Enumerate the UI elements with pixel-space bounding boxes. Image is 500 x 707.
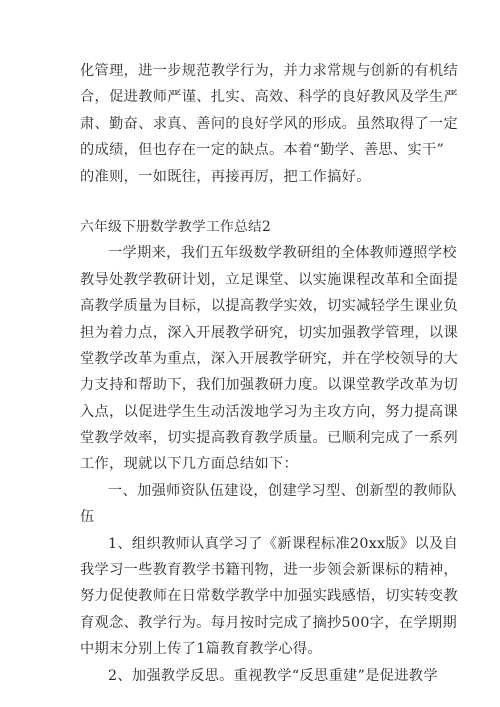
text-line: 一、加强师资队伍建设，创建学习型、创新型的教师队 bbox=[108, 482, 457, 499]
text-line: 的成绩，但也存在一定的缺点。本着“勤学、善思、实干” bbox=[80, 142, 445, 159]
text-line: 合，促进教师严谨、扎实、高效、科学的良好教风及学生严 bbox=[80, 89, 458, 106]
section-heading-1 bbox=[80, 478, 457, 531]
text-line: 的准则，一如既往，再接再厉，把工作搞好。 bbox=[80, 168, 371, 185]
text-line: 我学习一些教育教学书籍刊物，进一步领会新课标的精神， bbox=[80, 562, 458, 579]
text-line: 高教学质量为目标，以提高教学实效，切实减轻学生课业负 bbox=[80, 298, 458, 315]
text-line: 担为着力点，深入开展教学研究，切实加强教学管理，以课 bbox=[80, 324, 458, 341]
text-line: 一学期来，我们五年级数学教研组的全体教师遵照学校 bbox=[108, 245, 457, 262]
document-page bbox=[80, 58, 459, 689]
paragraph-continuation bbox=[80, 58, 458, 190]
text-line: 堂教学效率，切实提高教育教学质量。已顺利完成了一系列 bbox=[80, 430, 458, 447]
paragraph-intro bbox=[80, 240, 458, 478]
text-line: 力支持和帮助下，我们加强教研力度。以课堂教学改革为切 bbox=[80, 377, 458, 394]
text-line: 工作，现就以下几方面总结如下： bbox=[80, 456, 299, 473]
text-line: 1、组织教师认真学习了《新课程标准20xx版》以及自 bbox=[108, 535, 459, 552]
text-line: 肃、勤奋、求真、善问的良好学风的形成。虽然取得了一定 bbox=[80, 115, 458, 132]
paragraph-item-1 bbox=[80, 531, 459, 663]
paragraph-item-2 bbox=[80, 663, 438, 689]
text-line: 堂教学改革为重点，深入开展教学研究，并在学校领导的大 bbox=[80, 350, 458, 367]
text-line: 2、加强教学反思。重视教学“反思重建”是促进教学 bbox=[108, 667, 438, 684]
text-line: 入点，以促进学生生动活泼地学习为主攻方向，努力提高课 bbox=[80, 403, 458, 420]
text-line: 教导处教学教研计划，立足课堂、以实施课程改革和全面提 bbox=[80, 271, 458, 288]
text-line: 努力促使教师在日常数学教学中加强实践感悟，切实转变教 bbox=[80, 588, 458, 605]
text-line: 育观念、教学行为。每月按时完成了摘抄500字，在学期期 bbox=[80, 614, 458, 631]
text-line: 伍 bbox=[80, 509, 95, 526]
text-line: 中期末分别上传了1篇教育教学心得。 bbox=[80, 641, 322, 658]
section-title: 六年级下册数学教学工作总结2 bbox=[80, 218, 271, 235]
text-line: 化管理，进一步规范教学行为，并力求常规与创新的有机结 bbox=[80, 63, 458, 79]
